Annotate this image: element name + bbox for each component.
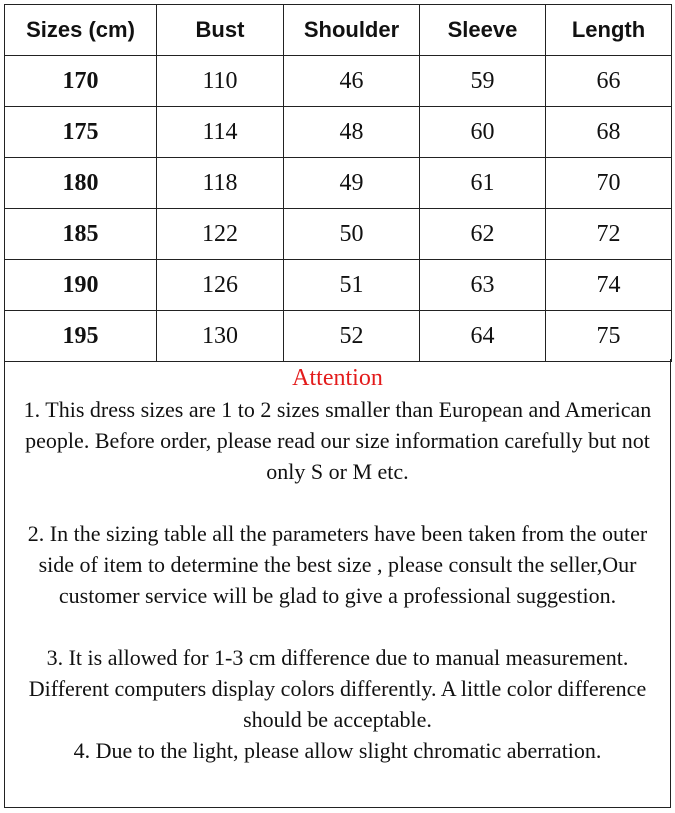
bust-cell: 122 (157, 209, 284, 260)
attention-title: Attention (292, 365, 383, 391)
size-cell: 195 (5, 311, 157, 362)
shoulder-cell: 52 (284, 311, 420, 362)
length-cell: 75 (546, 311, 672, 362)
table-row (5, 158, 672, 209)
table-row (5, 209, 672, 260)
shoulder-cell: 50 (284, 209, 420, 260)
note-3: 3. It is allowed for 1-3 cm difference due to manual measurement. Different computers display colors differently. A little color difference should be acceptable. (28, 645, 647, 732)
table-row (5, 260, 672, 311)
shoulder-cell: 46 (284, 56, 420, 107)
note-1: 1. This dress sizes are 1 to 2 sizes smaller than European and American people. Before order, please read our size information carefully but not only S or M etc. (23, 397, 652, 484)
length-cell: 74 (546, 260, 672, 311)
header-sizes: Sizes (cm) (5, 5, 157, 56)
header-length: Length (546, 5, 672, 56)
length-cell: 68 (546, 107, 672, 158)
length-cell: 72 (546, 209, 672, 260)
shoulder-cell: 48 (284, 107, 420, 158)
shoulder-cell: 51 (284, 260, 420, 311)
size-cell: 170 (5, 56, 157, 107)
size-cell: 180 (5, 158, 157, 209)
sleeve-cell: 63 (420, 260, 546, 311)
sleeve-cell: 62 (420, 209, 546, 260)
shoulder-cell: 49 (284, 158, 420, 209)
note-4: 4. Due to the light, please allow slight chromatic aberration. (73, 738, 602, 763)
size-cell: 185 (5, 209, 157, 260)
length-cell: 66 (546, 56, 672, 107)
sleeve-cell: 61 (420, 158, 546, 209)
table-row (5, 311, 672, 362)
table-row (5, 56, 672, 107)
bust-cell: 110 (157, 56, 284, 107)
bust-cell: 126 (157, 260, 284, 311)
sleeve-cell: 64 (420, 311, 546, 362)
attention-notes (4, 359, 671, 808)
bust-cell: 118 (157, 158, 284, 209)
length-cell: 70 (546, 158, 672, 209)
table-row (5, 107, 672, 158)
bust-cell: 114 (157, 107, 284, 158)
size-chart-table (4, 4, 672, 362)
bust-cell: 130 (157, 311, 284, 362)
header-shoulder: Shoulder (284, 5, 420, 56)
header-sleeve: Sleeve (420, 5, 546, 56)
size-cell: 175 (5, 107, 157, 158)
header-row (5, 5, 672, 56)
sleeve-cell: 59 (420, 56, 546, 107)
size-cell: 190 (5, 260, 157, 311)
note-2: 2. In the sizing table all the parameters have been taken from the outer side of item to determine the best size , please consult the seller,Our customer service will be glad to give a professional suggestion. (27, 521, 648, 608)
header-bust: Bust (157, 5, 284, 56)
sleeve-cell: 60 (420, 107, 546, 158)
